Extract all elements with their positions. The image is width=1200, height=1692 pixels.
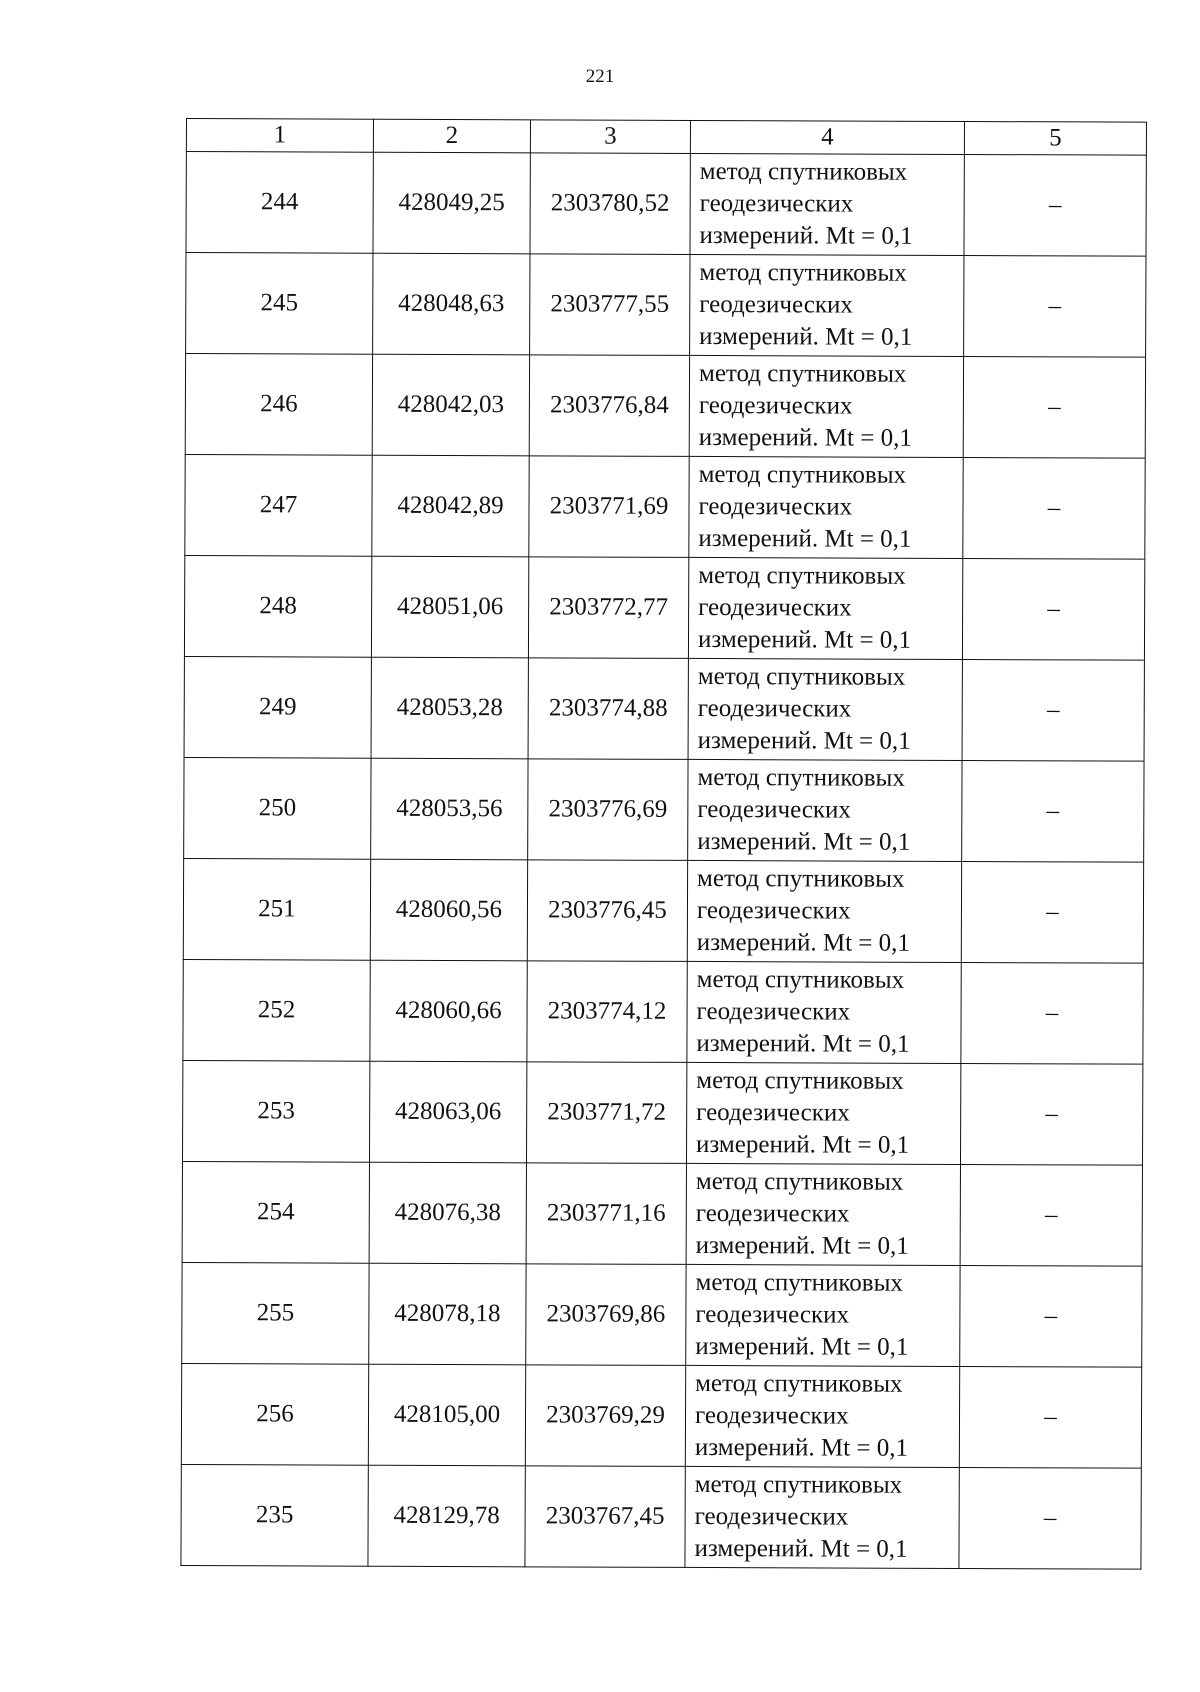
point-number-cell: 253 bbox=[182, 1060, 369, 1162]
point-number-cell: 255 bbox=[182, 1262, 369, 1364]
x-coordinate-cell: 428042,03 bbox=[372, 354, 529, 456]
method-cell bbox=[685, 1365, 959, 1467]
table-row bbox=[181, 1363, 1141, 1468]
method-cell bbox=[688, 557, 962, 659]
point-number-cell: 235 bbox=[181, 1464, 368, 1566]
method-line: измерений. Mt = 0,1 bbox=[698, 524, 912, 553]
method-line: геодезических bbox=[699, 290, 853, 319]
table-row bbox=[181, 1464, 1141, 1569]
method-line: измерений. Mt = 0,1 bbox=[695, 1231, 909, 1260]
description-cell: – bbox=[962, 558, 1144, 660]
method-cell bbox=[690, 254, 964, 356]
method-line: геодезических bbox=[694, 1502, 849, 1531]
y-coordinate-cell: 2303771,69 bbox=[529, 456, 689, 558]
method-line: измерений. Mt = 0,1 bbox=[699, 221, 913, 250]
table-row bbox=[183, 959, 1143, 1064]
table-row bbox=[185, 354, 1145, 459]
method-cell bbox=[688, 658, 962, 760]
y-coordinate-cell: 2303769,86 bbox=[526, 1264, 686, 1366]
method-cell bbox=[690, 153, 964, 255]
point-number-cell: 252 bbox=[183, 959, 370, 1061]
table-row bbox=[184, 555, 1144, 660]
description-cell: – bbox=[964, 255, 1146, 357]
method-line: метод спутниковых bbox=[697, 662, 906, 691]
description-cell: – bbox=[962, 760, 1144, 862]
y-coordinate-cell: 2303771,72 bbox=[526, 1062, 686, 1164]
y-coordinate-cell: 2303776,84 bbox=[529, 355, 689, 457]
method-line: метод спутниковых bbox=[694, 1470, 903, 1499]
method-line: геодезических bbox=[698, 492, 853, 521]
point-number-cell: 247 bbox=[185, 454, 372, 556]
description-cell: – bbox=[960, 1265, 1142, 1367]
method-line: измерений. Mt = 0,1 bbox=[697, 625, 912, 654]
method-cell bbox=[686, 1163, 960, 1265]
method-line: геодезических bbox=[699, 189, 854, 218]
x-coordinate-cell: 428053,28 bbox=[371, 657, 528, 759]
method-line: метод спутниковых bbox=[699, 157, 908, 186]
description-cell: – bbox=[961, 962, 1143, 1064]
point-number-cell: 246 bbox=[185, 354, 372, 456]
method-line: геодезических bbox=[696, 896, 851, 925]
description-cell: – bbox=[960, 1164, 1142, 1266]
table-header-row bbox=[186, 119, 1146, 156]
description-cell: – bbox=[963, 356, 1145, 458]
point-number-cell: 256 bbox=[181, 1363, 368, 1465]
method-line: геодезических bbox=[697, 694, 852, 723]
method-line: измерений. Mt = 0,1 bbox=[695, 1332, 909, 1361]
column-header-3: 3 bbox=[530, 120, 690, 154]
x-coordinate-cell: 428129,78 bbox=[368, 1465, 525, 1567]
method-cell bbox=[687, 860, 961, 962]
method-line: измерений. Mt = 0,1 bbox=[697, 726, 911, 755]
point-number-cell: 250 bbox=[184, 757, 371, 859]
y-coordinate-cell: 2303772,77 bbox=[528, 557, 688, 659]
method-line: измерений. Mt = 0,1 bbox=[697, 827, 911, 856]
x-coordinate-cell: 428048,63 bbox=[373, 253, 530, 355]
x-coordinate-cell: 428053,56 bbox=[371, 758, 528, 860]
method-line: метод спутниковых bbox=[699, 258, 907, 287]
y-coordinate-cell: 2303774,12 bbox=[527, 961, 687, 1063]
method-line: метод спутниковых bbox=[696, 1066, 904, 1095]
method-line: измерений. Mt = 0,1 bbox=[696, 928, 910, 957]
method-line: измерений. Mt = 0,1 bbox=[699, 322, 913, 351]
column-header-2: 2 bbox=[373, 119, 530, 153]
method-line: измерений. Mt = 0,1 bbox=[696, 1130, 910, 1159]
point-number-cell: 245 bbox=[186, 253, 373, 355]
description-cell: – bbox=[961, 861, 1143, 963]
method-cell bbox=[689, 355, 963, 457]
x-coordinate-cell: 428063,06 bbox=[369, 1061, 526, 1163]
method-cell bbox=[688, 759, 962, 861]
method-line: геодезических bbox=[698, 391, 853, 420]
x-coordinate-cell: 428078,18 bbox=[369, 1263, 526, 1365]
method-line: геодезических bbox=[697, 795, 851, 824]
method-line: измерений. Mt = 0,1 bbox=[694, 1534, 908, 1563]
method-line: измерений. Mt = 0,1 bbox=[698, 423, 912, 452]
method-line: метод спутниковых bbox=[698, 561, 906, 590]
description-cell: – bbox=[959, 1467, 1141, 1569]
point-number-cell: 249 bbox=[184, 656, 371, 758]
method-cell bbox=[686, 1062, 960, 1164]
x-coordinate-cell: 428049,25 bbox=[373, 152, 530, 254]
table-row bbox=[182, 1161, 1142, 1266]
method-cell bbox=[687, 961, 961, 1063]
description-cell: – bbox=[963, 457, 1145, 559]
table-row bbox=[184, 757, 1144, 862]
table-row bbox=[182, 1262, 1142, 1367]
table-row bbox=[186, 253, 1146, 358]
method-line: метод спутниковых bbox=[696, 965, 905, 994]
x-coordinate-cell: 428076,38 bbox=[369, 1162, 526, 1264]
x-coordinate-cell: 428105,00 bbox=[368, 1364, 525, 1466]
table-row bbox=[183, 858, 1143, 963]
method-line: геодезических bbox=[695, 1199, 850, 1228]
y-coordinate-cell: 2303776,69 bbox=[528, 759, 688, 861]
method-line: метод спутниковых bbox=[698, 359, 907, 388]
description-cell: – bbox=[964, 154, 1146, 256]
description-cell: – bbox=[960, 1063, 1142, 1165]
point-number-cell: 244 bbox=[186, 152, 373, 254]
point-number-cell: 254 bbox=[182, 1161, 369, 1263]
y-coordinate-cell: 2303774,88 bbox=[528, 658, 688, 760]
x-coordinate-cell: 428060,66 bbox=[370, 960, 527, 1062]
method-line: метод спутниковых bbox=[697, 864, 905, 893]
table-body bbox=[181, 152, 1146, 1570]
method-cell bbox=[689, 456, 963, 558]
method-line: метод спутниковых bbox=[695, 1167, 904, 1196]
column-header-1: 1 bbox=[186, 119, 373, 153]
method-line: геодезических bbox=[694, 1401, 849, 1430]
x-coordinate-cell: 428051,06 bbox=[371, 556, 528, 658]
method-line: метод спутниковых bbox=[695, 1268, 903, 1297]
x-coordinate-cell: 428060,56 bbox=[370, 859, 527, 961]
table-row bbox=[184, 656, 1144, 761]
y-coordinate-cell: 2303771,16 bbox=[526, 1163, 686, 1265]
column-header-4: 4 bbox=[690, 120, 964, 154]
column-header-5: 5 bbox=[964, 121, 1146, 155]
y-coordinate-cell: 2303777,55 bbox=[530, 254, 690, 356]
method-line: измерений. Mt = 0,1 bbox=[694, 1433, 909, 1462]
description-cell: – bbox=[959, 1366, 1141, 1468]
y-coordinate-cell: 2303769,29 bbox=[525, 1365, 685, 1467]
method-line: геодезических bbox=[695, 1300, 850, 1329]
point-number-cell: 251 bbox=[183, 858, 370, 960]
method-line: геодезических bbox=[698, 593, 852, 622]
method-line: геодезических bbox=[696, 997, 851, 1026]
method-line: метод спутниковых bbox=[695, 1369, 903, 1398]
method-line: измерений. Mt = 0,1 bbox=[696, 1029, 910, 1058]
y-coordinate-cell: 2303767,45 bbox=[525, 1466, 685, 1568]
y-coordinate-cell: 2303776,45 bbox=[527, 860, 687, 962]
method-line: геодезических bbox=[696, 1098, 850, 1127]
table-row bbox=[182, 1060, 1142, 1165]
method-line: метод спутниковых bbox=[697, 763, 905, 792]
page-number: 221 bbox=[585, 66, 615, 87]
table-row bbox=[185, 454, 1145, 559]
table-row bbox=[186, 152, 1146, 257]
coordinates-table bbox=[180, 118, 1147, 1570]
method-cell bbox=[686, 1264, 960, 1366]
method-line: метод спутниковых bbox=[698, 460, 907, 489]
y-coordinate-cell: 2303780,52 bbox=[530, 153, 690, 255]
method-cell bbox=[685, 1466, 959, 1568]
point-number-cell: 248 bbox=[184, 555, 371, 657]
x-coordinate-cell: 428042,89 bbox=[372, 455, 529, 557]
description-cell: – bbox=[962, 659, 1144, 761]
